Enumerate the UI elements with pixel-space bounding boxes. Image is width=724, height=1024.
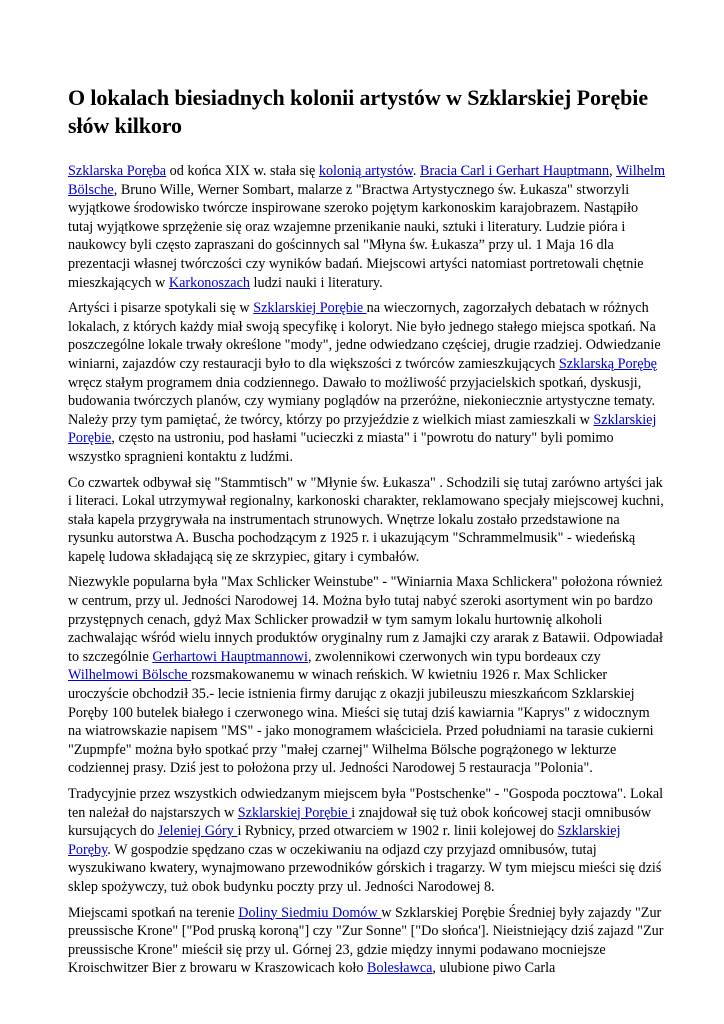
inline-link[interactable]: Szklarskiej Poręby [68, 823, 621, 858]
paragraph-text: , ulubione piwo Carla [432, 960, 556, 977]
inline-link[interactable]: Szklarska Poręba [68, 163, 167, 179]
paragraph-text: ludzi nauki i literatury. [250, 274, 383, 291]
paragraph-text: rozsmakowanemu w winach reńskich. W kwietniu 1926 r. Max Schlicker uroczyście obchodził 35.- lecie istnienia firmy darując z okazji jubileuszu mieszkańcom Szklarskiej Poręby 100 butelek białego i czerwonego wina. Mieści się tutaj dziś kawiarnia "Kaprys" z widocznym na wiatrowskazie napisem "MS" - jako monogramem właściciela. Przed południami na tarasie cukierni "Zupmpfe" można było spotkać przy "małej czarnej" Wilhelma Bölsche pogrążonego w lekturze codziennej prasy. Dziś jest to położona przy ul. Jedności Narodowej 5 restauracja "Polonia". [68, 667, 654, 777]
inline-link[interactable]: Wilhelmowi Bölsche [68, 667, 192, 684]
inline-link[interactable]: Szklarskiej Porębie [237, 804, 352, 821]
inline-link[interactable]: Gerhartowi Hauptmannowi [152, 648, 308, 665]
article-title: O lokalach biesiadnych kolonii artystów w Szklarskiej Porębie słów kilkoro [68, 85, 648, 138]
paragraph-text: i Rybnicy, przed otwarciem w 1902 r. linii kolejowej do [237, 823, 558, 840]
paragraph-text: od końca XIX w. stała się [166, 163, 319, 179]
paragraph-text: , często na ustroniu, pod hasłami "ucieczki z miasta" i "powrotu do natury" byli pomimo wszystko spragnieni kontaktu z ludźmi. [68, 430, 614, 465]
inline-link[interactable]: kolonią artystów [318, 163, 413, 179]
paragraph-text: wręcz stałym programem dnia codziennego. Dawało to możliwość przyjacielskich spotkań, dyskusji, budowania twórczych planów, czy wymiany poglądów na przeróżne, niekoniecznie artystyczne tematy. Należy przy tym pamiętać, że twórcy, którzy po przyjeździe z wielkich miast zamieszkali w [68, 374, 656, 428]
paragraph-text: Niezwykle popularna była "Max Schlicker Weinstube" - "Winiarnia Maxa Schlickera" położona również w centrum, przy ul. Jedności Narodowej 14. Można było tutaj nabyć szeroki asortyment win po bardzo przystępnych cenach, gdyż Max Schlicker prowadził w tym samym lokalu hurtownię alkoholi zachwalając wśród wielu innych produktów oryginalny rum z Jamajki czy ararak z Batawii. Odpowiadał to szczególnie [68, 574, 663, 665]
paragraph [68, 162, 666, 292]
article-body [68, 162, 666, 985]
paragraph-text: na wieczornych, zagorzałych debatach w różnych lokalach, z których każdy miał swoją specyfikę i koloryt. Nie było jednego stałego miejsca spotkań. Na poszczególne lokale trwały określone "mody", jedne odwiedzano częściej, drugie rzadziej. Odwiedzanie winiarni, zajazdów czy restauracji było to dla większości z twórców zamieszkujących [68, 300, 661, 372]
paragraph [68, 785, 666, 897]
inline-link[interactable]: Bracia Carl i Gerhart Hauptmann [420, 163, 610, 179]
paragraph-text: . [412, 163, 420, 179]
inline-link[interactable]: Karkonoszach [168, 274, 250, 291]
paragraph [68, 573, 666, 778]
paragraph [68, 299, 666, 466]
paragraph-text: i znajdował się tuż obok końcowej stacji omnibusów kursujących do [68, 804, 652, 840]
inline-link[interactable]: Doliny Siedmiu Domów [238, 904, 382, 921]
paragraph-text: , zwolennikowi czerwonych win typu bordeaux czy [307, 648, 601, 665]
paragraph-text: Artyści i pisarze spotykali się w [68, 300, 254, 317]
paragraph-text: w Szklarskiej Porębie Średniej były zajazdy "Zur preussische Krone" ["Pod pruską koroną"] czy "Zur Sonne" ["Do słońca']. Nieistniejący dziś zajazd "Zur preussische Krone" mieścił się przy ul. Górnej 23, gdzie między innymi podawano mocniejsze Kroischwitzer Bier z browaru w Kraszowicach koło [68, 904, 664, 977]
inline-link[interactable]: Wilhelm Bölsche [68, 163, 666, 198]
paragraph-text: Miejscami spotkań na terenie [68, 904, 239, 921]
paragraph [68, 904, 666, 978]
inline-link[interactable]: Szklarską Porębę [558, 355, 657, 372]
paragraph-text: , Bruno Wille, Werner Sombart, malarze z "Bractwa Artystycznego św. Łukasza" stworzyli wyjątkowe środowisko twórcze inspirowane szeroko pojętym karkonoskim karajobrazem. Nastąpiło tutaj wyjątkowe sprzężenie się oraz wzajemne przenikanie nauki, sztuki i literatury. Ludzie pióra i naukowcy byli często zapraszani do gościnnych sal "Młyna św. Łukasza” przy ul. 1 Maja 16 dla prezentacji własnej twórczości czy wyników badań. Miejscowi artyści natomiast portretowali chętnie mieszkających w [68, 181, 644, 291]
inline-link[interactable]: Szklarskiej Porębie [68, 411, 657, 447]
paragraph-text: Co czwartek odbywał się "Stammtisch" w "Młynie św. Łukasza" . Schodzili się tutaj zarówno artyści jak i literaci. Lokal utrzymywał regionalny, karkonoski charakter, reklamowano specjały miejscowej kuchni, stała kapela przygrywała na instrumentach strunowych. Wnętrze lokalu zostało przedstawione na rysunku autorstwa A. Buscha pochodzącym z 1925 r. i ukazującym "Schrammelmusik" - wiedeńską kapelę ludowa składającą się ze skrzypiec, gitary i cymbałów. [68, 474, 664, 565]
inline-link[interactable]: Szklarskiej Porębie [253, 300, 367, 317]
paragraph-text: . W gospodzie spędzano czas w oczekiwaniu na odjazd czy przyjazd omnibusów, tutaj wyszukiwano kwatery, wynajmowano przewodników górskich i tragarzy. W tym miejscu mieści się dziś sklep spożywczy, tuż obok budynku poczty przy ul. Jedności Narodowej 8. [68, 841, 662, 895]
paragraph-text: , [609, 163, 616, 179]
paragraph-text: Tradycyjnie przez wszystkich odwiedzanym miejscem była "Postschenke" - "Gospoda pocztowa". Lokal ten należał do najstarszych w [68, 786, 664, 821]
inline-link[interactable]: Bolesławca [367, 960, 433, 977]
paragraph [68, 474, 666, 567]
inline-link[interactable]: Jeleniej Góry [157, 823, 238, 840]
